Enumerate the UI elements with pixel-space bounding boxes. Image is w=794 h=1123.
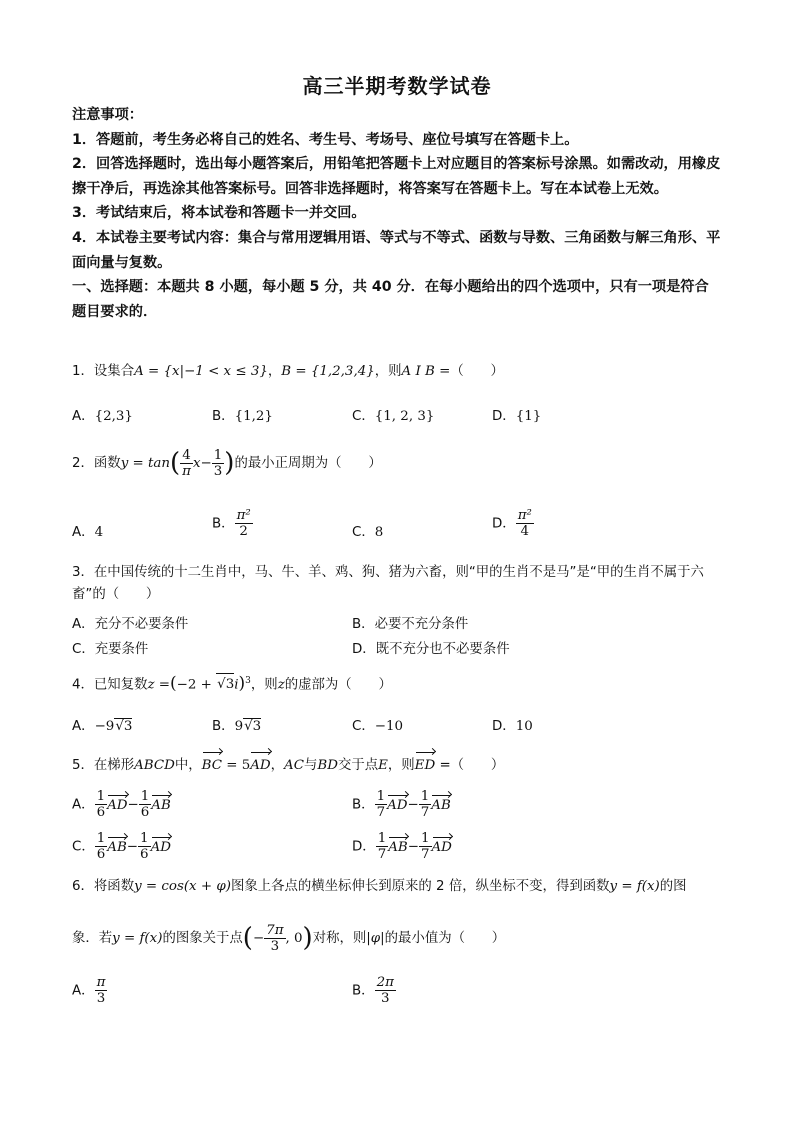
vector: BC — [202, 755, 222, 777]
sqrt-expr: √3 — [216, 673, 234, 696]
q6-option-a[interactable]: A． $\frac{\pi}{3}$ — [72, 975, 106, 1006]
question-3-stem: 3．在中国传统的十二生肖中，马、牛、羊、鸡、狗、猪为六畜，则“甲的生肖不是马”是“甲的生肖不属于六畜”的（ ） — [72, 565, 704, 602]
fraction: $\frac{4}{\pi}$ — [182, 447, 191, 479]
q4-option-c[interactable]: C．−10 — [352, 719, 404, 734]
q5-option-b[interactable]: B． $\frac{1}{7}$ AD− $\frac{1}{7}$ AB — [352, 789, 451, 820]
q3-option-b[interactable]: B．必要不充分条件 — [352, 617, 469, 632]
vector: AD — [250, 755, 270, 777]
question-6-stem-line1: 6．将函数y = cos(x + φ)图象上各点的横坐标伸长到原来的 2 倍，纵坐标不变，得到函数y = f(x)的图 — [72, 879, 687, 894]
intersection-expr: A I B = — [401, 364, 451, 379]
section-heading: 一、选择题：本题共 8 小题，每小题 5 分，共 40 分．在每小题给出的四个选项中，只有一项是符合题目要求的． — [72, 279, 709, 320]
q1-option-c[interactable]: C．{1, 2, 3} — [352, 409, 435, 424]
set-a: A = {x|−1 < x ≤ 3} — [134, 364, 268, 379]
vector: ED — [415, 755, 436, 777]
notice-item: 2．回答选择题时，选出每小题答案后，用铅笔把答题卡上对应题目的答案标号涂黑。如需改动，用橡皮擦干净后，再选涂其他答案标号。回答非选择题时，将答案写在答题卡上。写在本试卷上无效。 — [72, 156, 721, 197]
notice-item: 4．本试卷主要考试内容：集合与常用逻辑用语、等式与不等式、函数与导数、三角函数与解三角形、平面向量与复数。 — [72, 229, 721, 271]
question-1-stem: 1．设集合A = {x|−1 < x ≤ 3}，B = {1,2,3,4}，则A I B =（ ） — [72, 364, 504, 379]
fraction: $\frac{7\pi}{3}$ — [266, 922, 284, 954]
notice-item: 1．答题前，考生务必将自己的姓名、考生号、考场号、座位号填写在答题卡上。 — [72, 131, 579, 148]
q5-option-d[interactable]: D． $\frac{1}{7}$ AB− $\frac{1}{7}$ AD — [352, 831, 452, 862]
notice-item: 3．考试结束后，将本试卷和答题卡一并交回。 — [72, 205, 366, 222]
q2-option-a[interactable]: A．4 — [72, 525, 104, 540]
q2-option-c[interactable]: C．8 — [352, 525, 384, 540]
q1-option-b[interactable]: B．{1,2} — [212, 409, 273, 424]
q1-option-d[interactable]: D．{1} — [492, 409, 542, 424]
notice-block — [72, 103, 722, 324]
q4-option-a[interactable]: A．−9√3 — [72, 719, 133, 734]
question-6-stem-line2: 象．若y = f(x)的图象关于点(− $\frac{7\pi}{3}$ , 0)对称，则|φ|的最小值为（ ） — [72, 922, 506, 954]
q2-option-d[interactable]: D． $\frac{\text{π²}}{4}$ — [492, 508, 532, 539]
q3-option-d[interactable]: D．既不充分也不必要条件 — [352, 642, 510, 657]
set-b: B = {1,2,3,4} — [281, 364, 375, 379]
notice-heading: 注意事项： — [72, 107, 143, 123]
question-4-stem: 4．已知复数$z =(-2 + √3i)^3$，则z的虚部为（ ） — [72, 670, 722, 696]
q4-option-d[interactable]: D．10 — [492, 719, 533, 734]
q6-option-b[interactable]: B． $\frac{2\pi}{3}$ — [352, 975, 394, 1006]
page-title: 高三半期考数学试卷 — [302, 74, 492, 98]
q5-option-c[interactable]: C． $\frac{1}{6}$ AB− $\frac{1}{6}$ AD — [72, 831, 171, 862]
question-2-stem: 2．函数y = tan( $\frac{4}{\pi}$ x− $\frac{1}{3}$ )的最小正周期为（ ） — [72, 447, 382, 479]
fraction: $\frac{1}{3}$ — [213, 447, 223, 479]
q4-option-b[interactable]: B．9√3 — [212, 719, 262, 734]
q1-option-a[interactable]: A．{2,3} — [72, 409, 133, 424]
q2-option-b[interactable]: B． $\frac{\text{π²}}{2}$ — [212, 508, 251, 539]
q3-option-a[interactable]: A．充分不必要条件 — [72, 617, 189, 632]
question-5-stem: 5．在梯形ABCD中，BC = 5AD，AC与BD交于点E，则ED =（ ） — [72, 755, 722, 777]
q3-option-c[interactable]: C．充要条件 — [72, 642, 149, 657]
q5-option-a[interactable]: A． $\frac{1}{6}$ AD− $\frac{1}{6}$ AB — [72, 789, 171, 820]
